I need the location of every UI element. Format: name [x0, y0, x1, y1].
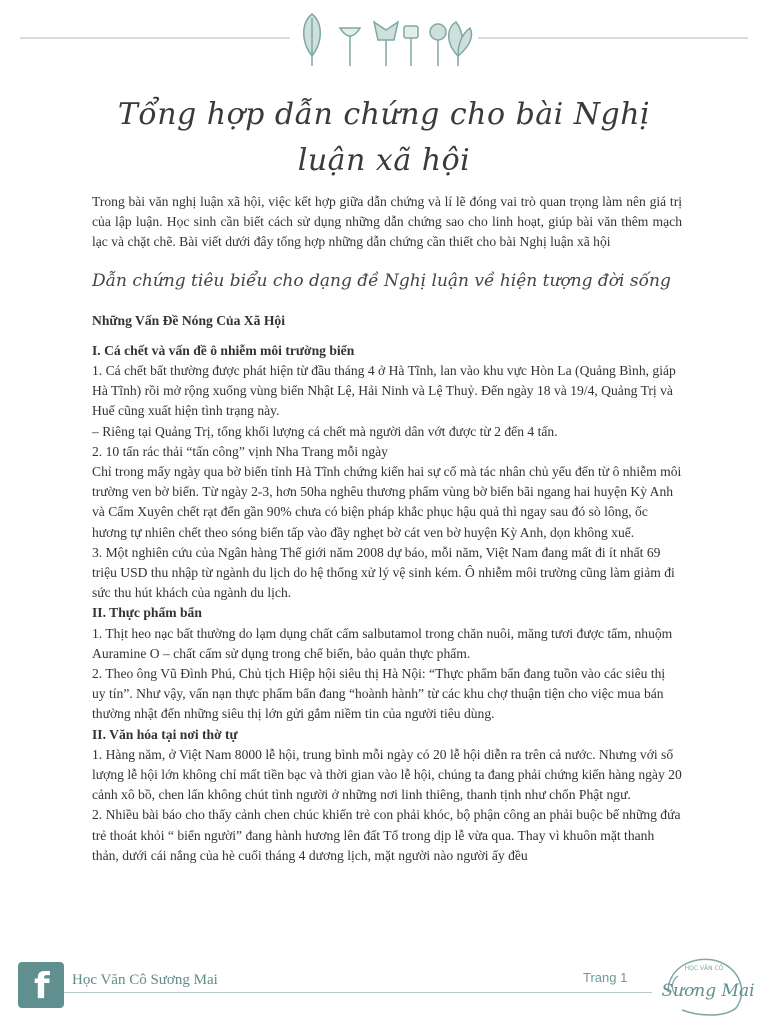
footer-divider [62, 992, 652, 993]
section-title: Những Vấn Đề Nóng Của Xã Hội [92, 312, 285, 328]
section-2-heading: II. Thực phẩm bẩn [92, 605, 202, 621]
tulip-icon [374, 22, 398, 66]
intro-paragraph: Trong bài văn nghị luận xã hội, việc kết hợp giữa dẫn chứng và lí lẽ đóng vai trò quan trọng làm nên giá trị của lập luận. Học sinh cần biết cách sử dụng những dẫn chứng sao cho linh hoạt, giúp bài văn thêm mạch lạc và chặt chẽ. Bài viết dưới đây tổng hợp những dẫn chứng cần thiết cho bài Nghị luận xã hội [92, 194, 682, 250]
paragraph: 1. Hàng năm, ở Việt Nam 8000 lễ hội, trung bình mỗi ngày có 20 lễ hội diễn ra trên cả nước. Nhưng với số lượng lễ hội lớn không chỉ mất tiền bạc và thời gian vào lễ hội, chúng ta đang phải chứng kiến hàng ngày 20 cảnh xô bồ, chen lấn không chút tình người ở những nơi linh thiêng, thanh tịnh như chốn Phật ngư. [92, 746, 682, 803]
paragraph: 2. 10 tấn rác thải “tấn công” vịnh Nha Trang mỗi ngày [92, 443, 388, 459]
paragraph: 1. Thịt heo nạc bất thường do lạm dụng chất cấm salbutamol trong chăn nuôi, măng tươi được tẩm, nhuộm Auramine O – chất cấm sử dụng trong chế biến, bảo quản thực phẩm. [92, 625, 673, 661]
footer-site-name[interactable]: Học Văn Cô Sương Mai [72, 972, 218, 988]
leaf-icon [304, 14, 321, 66]
section-3-heading: II. Văn hóa tại nơi thờ tự [92, 726, 238, 742]
logo-small-text: HỌC VĂN CÔ [684, 965, 724, 972]
article-body [92, 192, 682, 866]
header-floral-decoration [0, 8, 768, 68]
paragraph: Chỉ trong mấy ngày qua bờ biển tỉnh Hà Tĩnh chứng kiến hai sự cố mà tác nhân chủ yếu đến từ ô nhiễm môi trường ven bờ biển. Từ ngày 2-3, hơn 50ha nghêu thương phẩm vùng bờ biển bãi ngang hai huyện Kỳ Anh và Cẩm Xuyên chết rạt đến gần 90% chưa có biện pháp khắc phục hậu quả thì ngay sau đó sò lông, ốc hương tự nhiên chết theo sóng biển tấp vào đầy nghẹt bờ cát ven bờ huyện Kỳ Anh, dọn không xuể. [92, 464, 682, 540]
paragraph: 2. Nhiều bài báo cho thấy cảnh chen chúc khiến trẻ con phải khóc, bộ phận công an phải buộc bế những đứa trẻ thoát khỏi “ biển người” đang hành hương lên đất Tổ trong dịp lễ vừa qua. Thay vì khuôn mặt thanh thản, dưới cái nắng của hè cuối tháng 4 dương lịch, mặt người nào người ấy đều [92, 807, 681, 863]
round-flower-icon [430, 24, 446, 66]
twin-leaf-icon [449, 22, 472, 66]
flower-icon [340, 28, 360, 66]
paragraph: 1. Cá chết bất thường được phát hiện từ đầu tháng 4 ở Hà Tĩnh, lan vào khu vực Hòn La (Quảng Bình, giáp Hà Tĩnh) rồi mở rộng xuống vùng biển Nhật Lệ, Hải Ninh và Lệ Thuỷ. Đến ngày 18 và 19/4, Quảng Trị và Huế cũng xuất hiện tình trạng này. [92, 363, 676, 419]
subtitle-heading: Dẫn chứng tiêu biểu cho dạng đề Nghị luận về hiện tượng đời sống [92, 270, 671, 291]
paragraph: 3. Một nghiên cứu của Ngân hàng Thế giới năm 2008 dự báo, mỗi năm, Việt Nam đang mất đi ít nhất 69 triệu USD thu nhập từ ngành du lịch do hệ thống xử lý vệ sinh kém. Ô nhiễm môi trường cũng làm giảm đi sức thu hút khách của ngành du lịch. [92, 544, 675, 601]
facebook-icon[interactable]: f [18, 962, 64, 1008]
section-1-heading: I. Cá chết và vấn đề ô nhiễm môi trường biển [92, 342, 355, 358]
page-title: Tổng hợp dẫn chứng cho bài Nghị luận xã hội [117, 97, 651, 178]
paragraph: 2. Theo ông Vũ Đình Phú, Chủ tịch Hiệp hội siêu thị Hà Nội: “Thực phẩm bẩn đang tuồn vào các siêu thị uy tín”. Như vậy, vấn nạn thực phẩm bẩn đang “hoành hành” từ các khu chợ thuận tiện cho việc mua bán thường nhật đến những siêu thị lớn gửi gắm niềm tin của người tiêu dùng. [92, 666, 666, 722]
paragraph: – Riêng tại Quảng Trị, tổng khối lượng cá chết mà người dân vớt được từ 2 đến 4 tấn. [92, 423, 558, 439]
pot-icon [404, 26, 418, 66]
page-number: Trang 1 [583, 970, 628, 985]
brand-logo [658, 952, 758, 1018]
logo-text: Sương Mai [661, 981, 755, 1001]
